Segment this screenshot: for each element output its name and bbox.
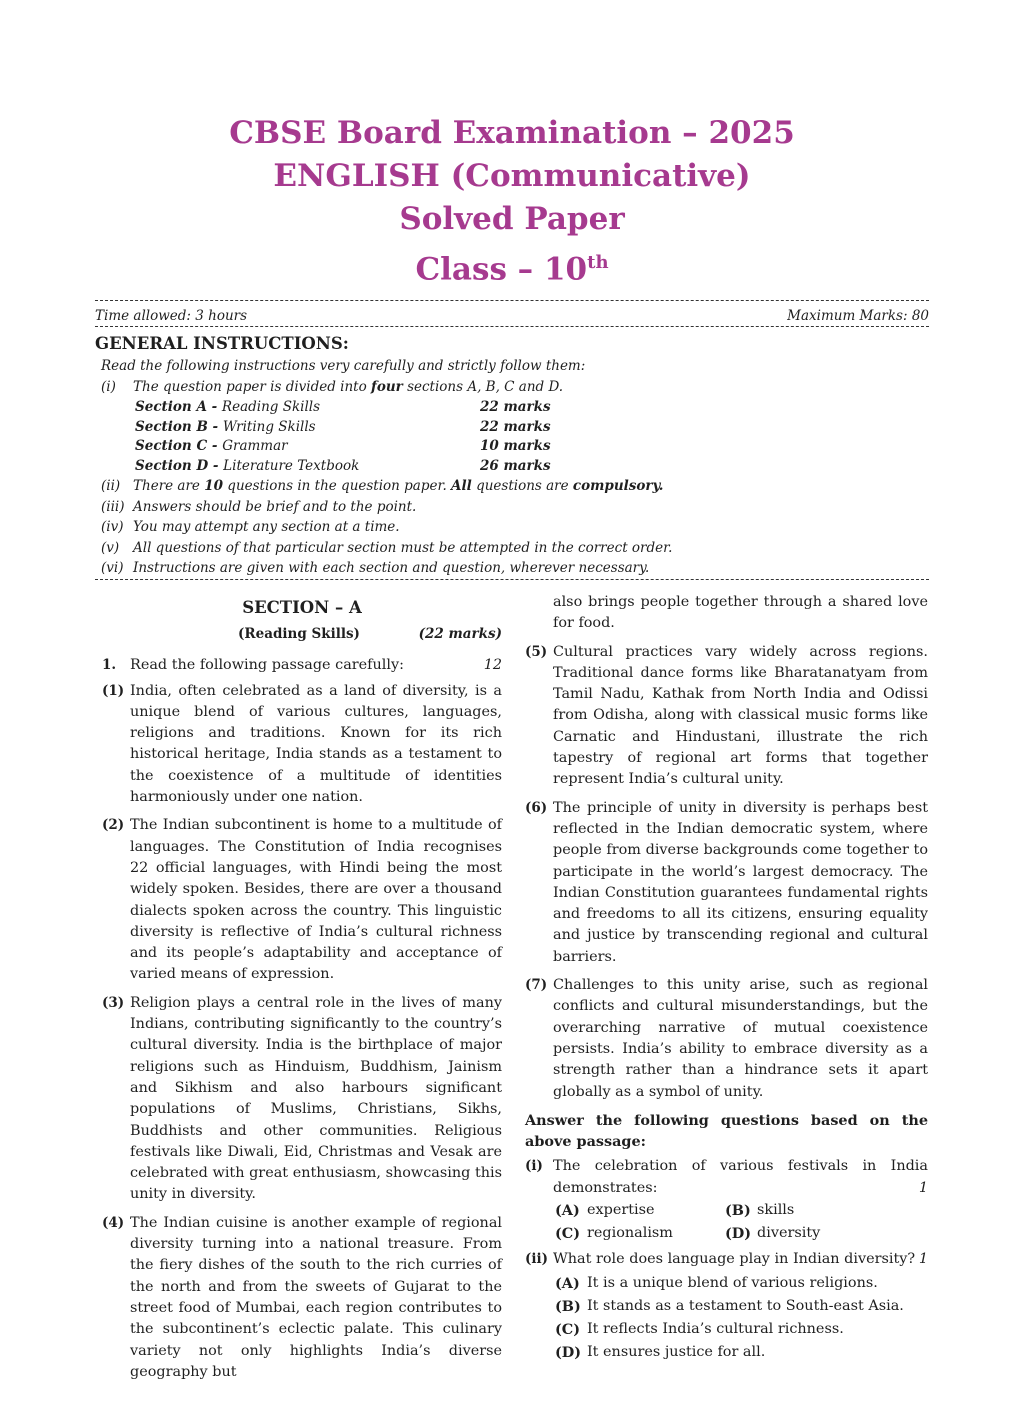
section-name: Section D - Literature Textbook <box>135 458 360 475</box>
general-instructions <box>95 334 929 579</box>
instruction-text: Answers should be brief and to the point. <box>133 498 417 515</box>
section-marks: 22 marks <box>480 418 551 435</box>
paragraph-number: (6) <box>525 799 548 816</box>
passage-paragraph <box>525 642 928 791</box>
option-text: It reflects India’s cultural richness. <box>587 1321 844 1338</box>
answer-option <box>555 1199 725 1222</box>
paragraph-text: Challenges to this unity arise, such as regional conflicts and cultural misunderstandings, but the overarching narrative of mutual coexistence persists. India’s ability to embrace diversity as a strength rather than a hindrance sets it apart globally as a symbol of unity. <box>553 977 928 1100</box>
exam-title: CBSE Board Examination – 2025 <box>229 115 795 151</box>
instruction-item <box>95 558 929 579</box>
paragraph-text: India, often celebrated as a land of diversity, is a unique blend of various cultures, languages, religions and traditions. Known for its rich historical heritage, India stands as a testament to the coexistence of a multitude of identities harmoniously under one nation. <box>130 682 502 806</box>
option-label: (B) <box>555 1298 581 1316</box>
section-name: Section A - Reading Skills <box>135 398 321 415</box>
class-title: Class – 10th <box>415 251 609 288</box>
passage-paragraph <box>102 681 502 809</box>
divider-top <box>95 300 929 301</box>
instruction-number: (iii) <box>101 498 125 515</box>
option-text: It stands as a testament to South-east Asia. <box>587 1298 904 1315</box>
left-column <box>102 592 502 1390</box>
paragraph-number: (1) <box>102 682 125 699</box>
section-mark-row <box>95 437 929 457</box>
answer-prompt: Answer the following questions based on the above passage: <box>525 1111 928 1151</box>
option-label: (C) <box>555 1321 581 1339</box>
question-ii-options <box>525 1272 928 1364</box>
section-marks: 22 marks <box>480 398 551 415</box>
section-title: SECTION – A <box>242 598 362 617</box>
question-i-marks: 1 <box>918 1180 928 1197</box>
option-label: (D) <box>725 1224 752 1242</box>
section-name: Section C - Grammar <box>135 438 288 455</box>
instruction-text: You may attempt any section at a time. <box>133 519 400 536</box>
passage-paragraph <box>102 815 502 985</box>
question-i-options <box>525 1199 928 1245</box>
paragraph-number: (2) <box>102 817 125 834</box>
instruction-item <box>95 497 929 518</box>
section-mark-row <box>95 456 929 476</box>
passage-paragraph <box>525 798 928 968</box>
option-label: (D) <box>555 1344 582 1362</box>
section-subtitle: (Reading Skills) (22 marks) <box>238 626 502 642</box>
option-text: It is a unique blend of various religions. <box>587 1275 878 1292</box>
instructions-heading: GENERAL INSTRUCTIONS: <box>95 334 349 353</box>
instruction-rest <box>95 497 929 579</box>
instruction-number: (vi) <box>101 560 124 577</box>
paragraph-text: The Indian subcontinent is home to a multitude of languages. The Constitution of India recognises 22 official languages, with Hindi being the most widely spoken. Besides, there are over a thousand dialects spoken across the country. This linguistic diversity is reflective of India’s cultural richness and its people’s adaptability and acceptance of varied means of expression. <box>130 817 502 983</box>
passage-paragraph <box>102 993 502 1206</box>
paragraph-number: (7) <box>525 977 548 994</box>
answer-option <box>555 1272 928 1295</box>
section-marks: 26 marks <box>480 458 551 475</box>
section-marks-list <box>95 397 929 476</box>
instruction-number: (iv) <box>101 519 124 536</box>
divider-instructions <box>95 579 929 580</box>
question-i: (i) The celebration of various festivals in India demonstrates: <box>525 1158 928 1196</box>
option-text: diversity <box>757 1224 821 1241</box>
answer-option <box>725 1222 925 1245</box>
section-name: Section B - Writing Skills <box>135 418 316 435</box>
paper-type: Solved Paper <box>399 201 625 237</box>
instruction-number: (v) <box>101 539 120 556</box>
divider-meta <box>95 326 929 327</box>
section-mark-row <box>95 397 929 417</box>
answer-option <box>555 1222 725 1245</box>
question-ii: (ii) What role does language play in Indian diversity? 1 <box>525 1251 928 1268</box>
paragraph-number: (3) <box>102 994 125 1011</box>
passage-paragraph <box>525 975 928 1103</box>
paragraph-continued: also brings people together through a shared love for food. <box>553 594 928 632</box>
section-mark-row <box>95 417 929 437</box>
answer-option <box>555 1295 928 1318</box>
option-label: (A) <box>555 1275 580 1293</box>
right-column <box>525 592 928 1364</box>
paragraph-text: The principle of unity in diversity is perhaps best reflected in the Indian democratic system, where people from diverse backgrounds come together to participate in the world’s largest democracy. The Indian Constitution guarantees fundamental rights and freedoms to all its citizens, ensuring equality and justice by transcending regional and cultural barriers. <box>553 799 928 965</box>
option-label: (A) <box>555 1201 580 1219</box>
instruction-item: (ii) There are 10 questions in the question paper. All questions are compulsory. <box>101 478 664 495</box>
subject-title: ENGLISH (Communicative) <box>273 158 751 194</box>
question-1: 1. Read the following passage carefully: 12 <box>102 657 502 674</box>
paragraph-text: Cultural practices vary widely across regions. Traditional dance forms like Bharatanatyam from Tamil Nadu, Kathak from North India and Odissi from Odisha, along with classical music forms like Carnatic and Hindustani, illustrate the rich tapestry of regional art forms that together represent India’s cultural unity. <box>553 643 928 788</box>
instructions-intro: Read the following instructions very carefully and strictly follow them: <box>101 358 586 375</box>
paper-title <box>0 112 1024 291</box>
paragraph-number: (5) <box>525 643 548 660</box>
option-text: regionalism <box>587 1224 673 1241</box>
answer-option <box>555 1341 928 1364</box>
section-marks: 10 marks <box>480 438 551 455</box>
answer-option <box>555 1318 928 1341</box>
answer-option <box>725 1199 925 1222</box>
maximum-marks: Maximum Marks: 80 <box>787 308 929 324</box>
passage-paragraph <box>102 1213 502 1383</box>
paragraph-number: (4) <box>102 1214 125 1231</box>
option-text: expertise <box>587 1201 655 1218</box>
paragraph-text: The Indian cuisine is another example of regional diversity turning into a national treasure. From the fiery dishes of the south to the rich curries of the north and from the sweets of Gujarat to the street food of Mumbai, each region contributes to the subcontinent’s eclectic palate. This culinary variety not only highlights India’s diverse geography but <box>130 1214 502 1380</box>
option-label: (B) <box>725 1201 751 1219</box>
time-allowed: Time allowed: 3 hours <box>95 308 248 324</box>
instruction-text: All questions of that particular section must be attempted in the correct order. <box>133 539 673 556</box>
instruction-item <box>95 517 929 538</box>
option-text: skills <box>757 1201 795 1218</box>
option-label: (C) <box>555 1224 581 1242</box>
option-text: It ensures justice for all. <box>587 1344 766 1361</box>
paragraph-text: Religion plays a central role in the lives of many Indians, contributing significantly to the country’s cultural diversity. India is the birthplace of major religions such as Hinduism, Buddhism, Jainism and Sikhism and also harbours significant populations of Muslims, Christians, Sikhs, Buddhists and other communities. Religious festivals like Diwali, Eid, Christmas and Vesak are celebrated with great enthusiasm, showcasing this unity in diversity. <box>130 994 502 1203</box>
instruction-item: (i) The question paper is divided into four sections A, B, C and D. <box>101 378 564 395</box>
instruction-item <box>95 538 929 559</box>
instruction-text: Instructions are given with each section and question, wherever necessary. <box>133 560 650 577</box>
exam-meta <box>95 308 929 324</box>
